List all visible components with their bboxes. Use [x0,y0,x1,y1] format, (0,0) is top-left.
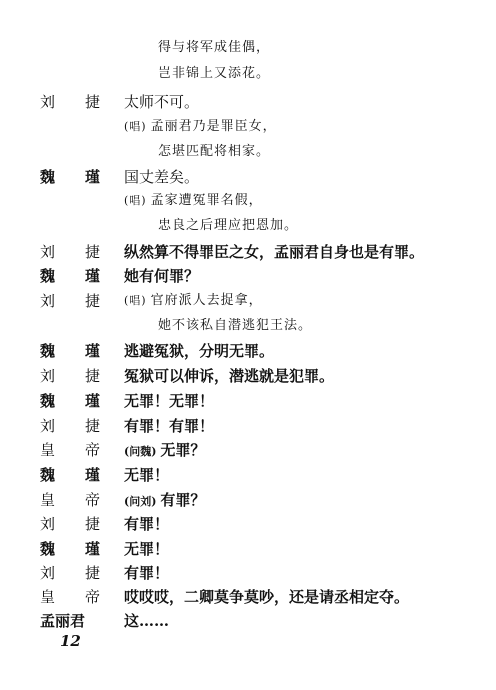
speech-text: 她有何罪？ [124,267,200,285]
stage-direction: (唱) [124,120,147,133]
speaker-name: 刘 捷 [40,515,101,533]
speaker-name: 刘 捷 [40,93,101,111]
speaker-name: 刘 捷 [40,243,101,261]
speaker-name: 魏 瑾 [40,540,101,558]
speaker-name: 刘 捷 [40,367,101,385]
speech-text: 有罪！ [124,564,170,582]
speech-text: 忠良之后理应把恩加。 [158,218,299,233]
speech-text: 怎堪匹配将相家。 [158,144,271,159]
speech-text: 太师不可。 [124,93,200,111]
speech-text: 无罪！无罪！ [124,392,215,410]
speech-text: 她不该私自潜逃犯王法。 [158,318,313,333]
speech-text [124,189,263,213]
stage-direction: (问魏) [124,445,157,458]
speech-text [124,289,263,313]
speaker-name: 魏 瑾 [40,168,101,186]
dialogue-text: 有罪？ [160,491,206,509]
speech-text: 得与将军成佳偶， [158,40,271,55]
speech-text: 国丈差矣。 [124,168,200,186]
speech-text [124,488,205,514]
stage-direction: (唱) [124,194,147,207]
speaker-name: 魏 瑾 [40,342,101,360]
speaker-name: 皇 帝 [40,491,101,509]
sung-text: 官府派人去捉拿， [150,293,263,308]
speaker-name: 魏 瑾 [40,267,101,285]
speech-text [124,115,277,139]
sung-text: 孟丽君乃是罪臣女， [150,119,277,134]
speech-text: 无罪！ [124,466,170,484]
speech-text: 逃避冤狱，分明无罪。 [124,342,275,360]
speech-text: 哎哎哎，二卿莫争莫吵，还是请丞相定夺。 [124,588,410,606]
stage-direction: (问刘) [124,495,157,508]
speaker-name: 刘 捷 [40,292,101,310]
speech-text: 这…… [124,612,170,630]
page-number: 12 [60,632,81,650]
speaker-name: 魏 瑾 [40,466,101,484]
speaker-name: 孟丽君 [40,612,86,630]
speaker-name: 魏 瑾 [40,392,101,410]
speech-text: 有罪！ [124,515,170,533]
speech-text: 纵然算不得罪臣之女，孟丽君自身也是有罪。 [124,243,425,261]
sung-text: 孟家遭冤罪名假， [150,193,263,208]
speech-text: 岂非锦上又添花。 [158,66,271,81]
speaker-name: 皇 帝 [40,441,101,459]
speaker-name: 皇 帝 [40,588,101,606]
speech-text [124,438,205,464]
stage-direction: (唱) [124,294,147,307]
speech-text: 冤狱可以伸诉，潜逃就是犯罪。 [124,367,335,385]
speech-text: 无罪！ [124,540,170,558]
dialogue-text: 无罪？ [160,441,206,459]
speaker-name: 刘 捷 [40,564,101,582]
speech-text: 有罪！有罪！ [124,417,215,435]
speaker-name: 刘 捷 [40,417,101,435]
